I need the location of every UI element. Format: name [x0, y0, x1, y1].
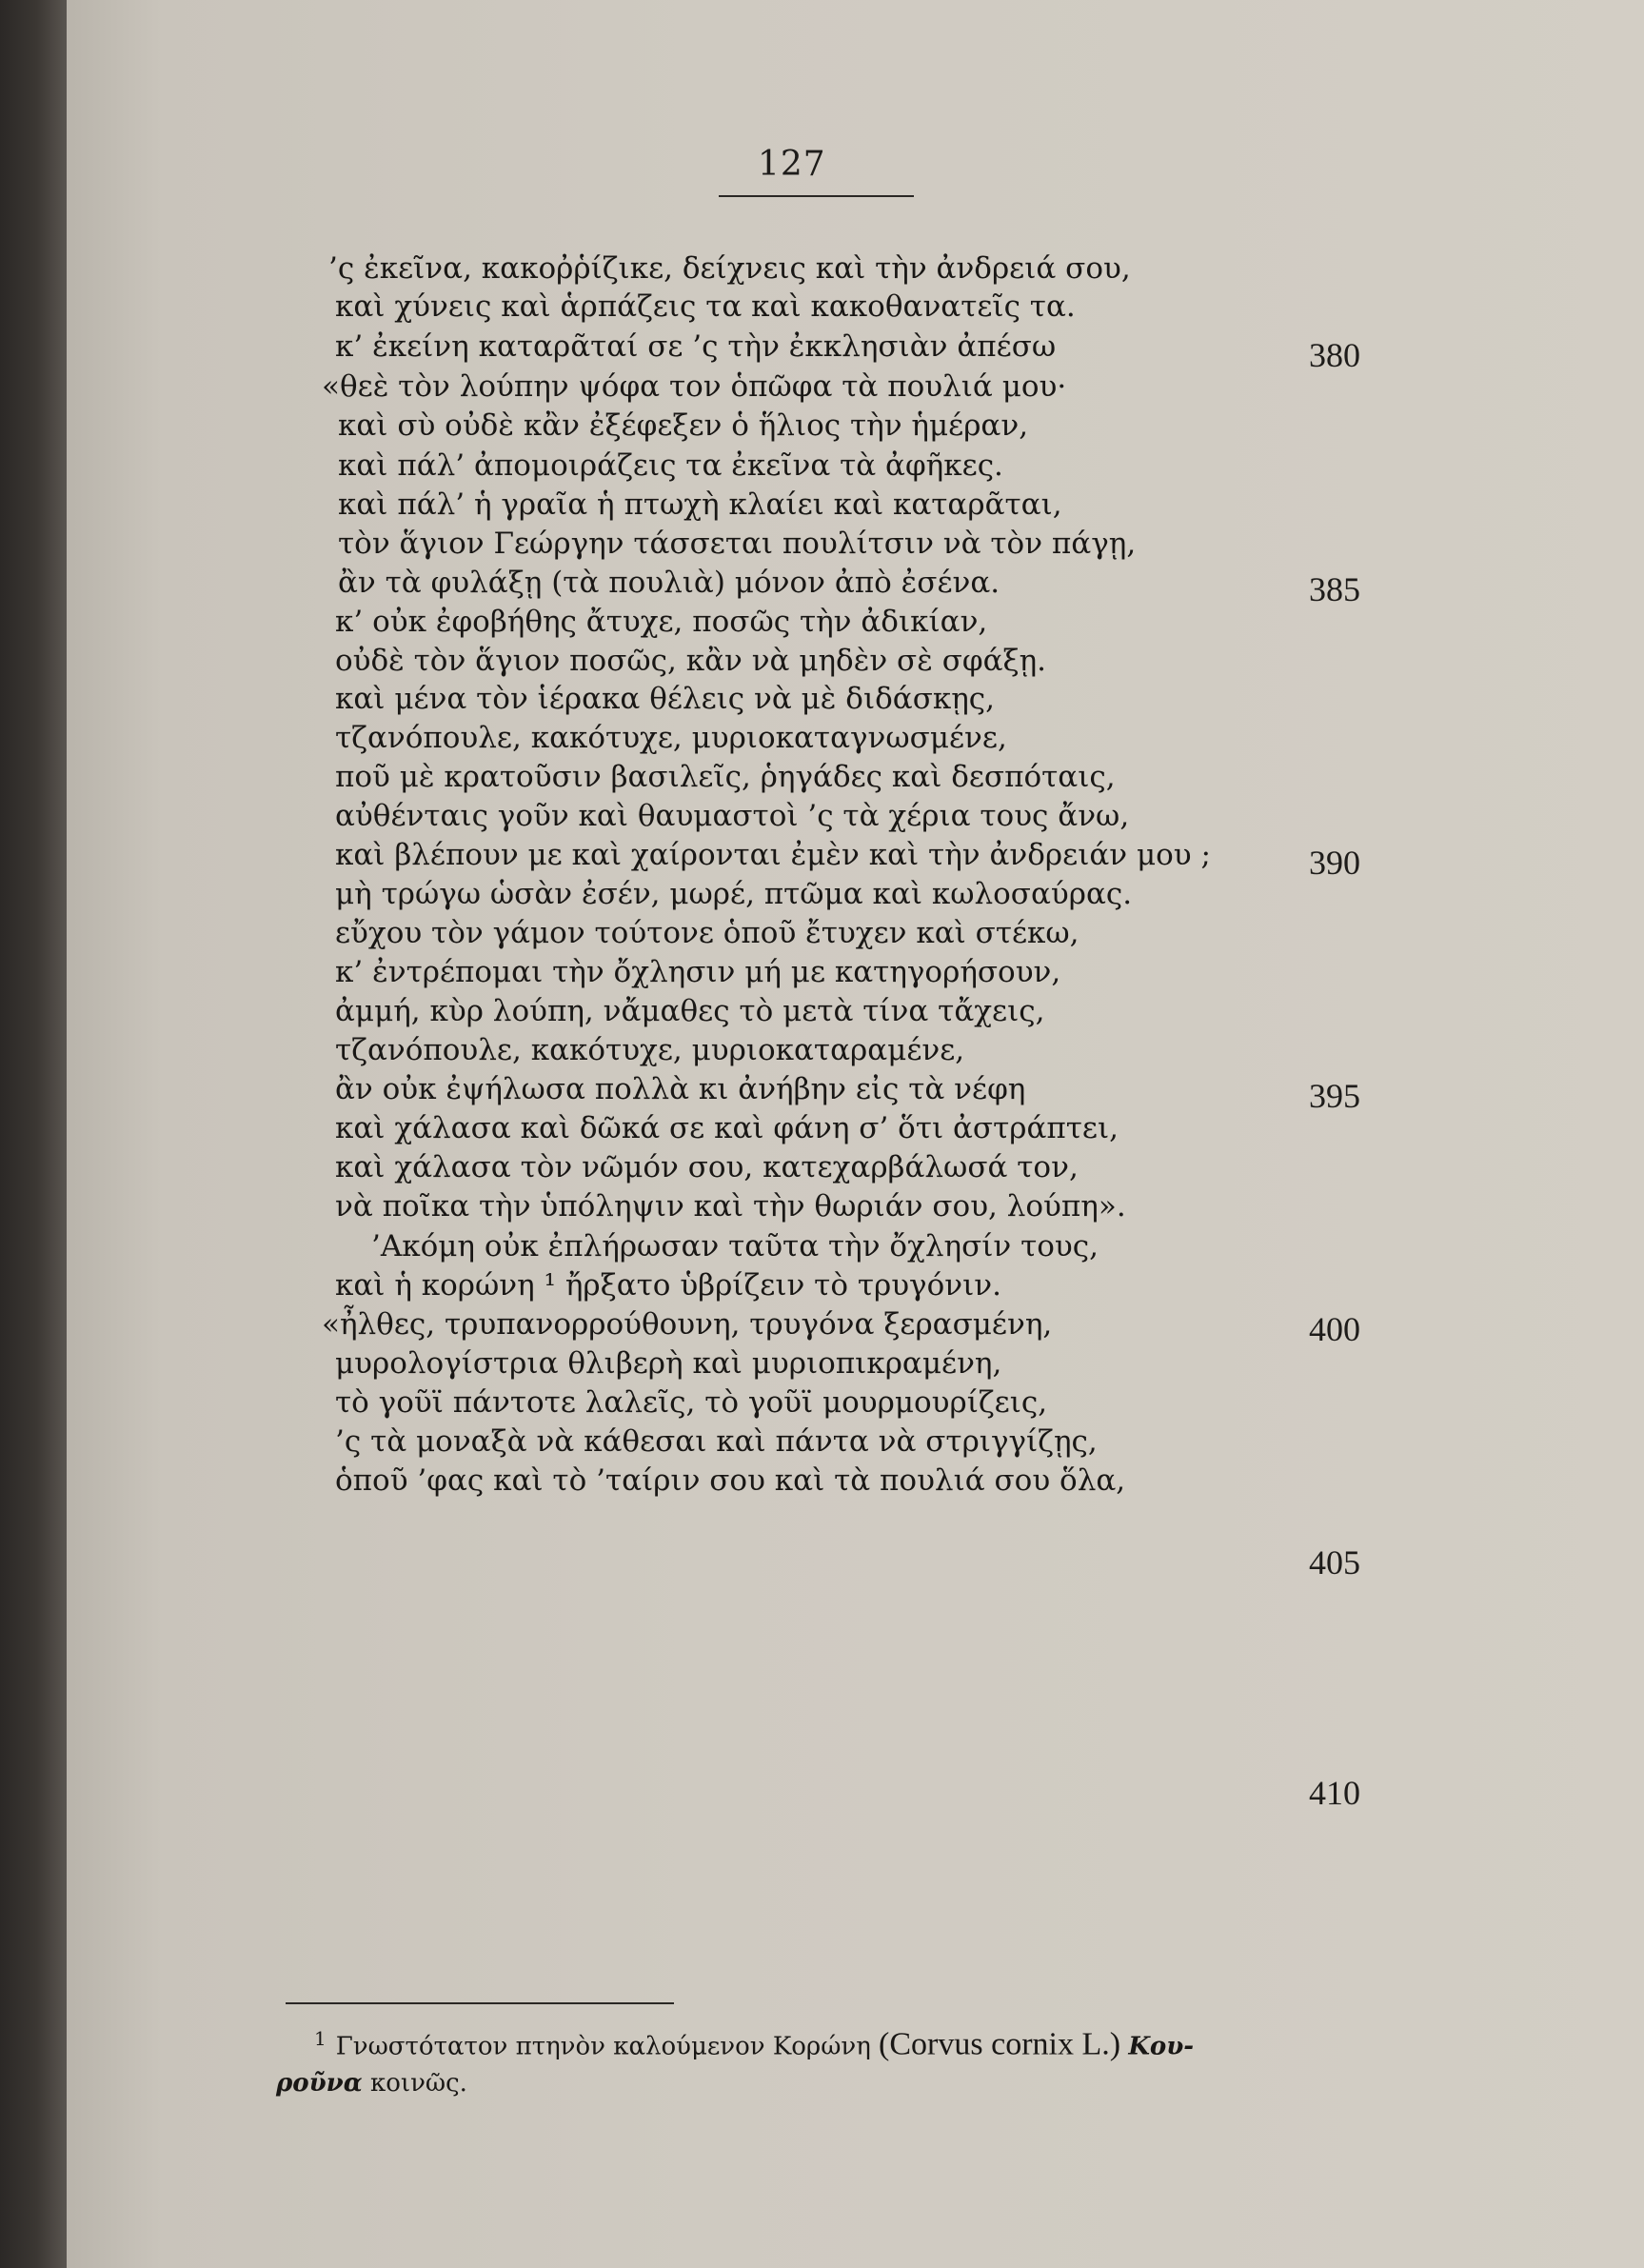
- footnote-line-2: [276, 2068, 1399, 2099]
- line-number: 400: [1309, 1310, 1360, 1348]
- verse-line: «ἦλθες, τρυπανορρούθουνη, τρυγόνα ξερασμένη,: [322, 1307, 1053, 1342]
- line-number: 405: [1309, 1543, 1360, 1582]
- verse-line: ’ς ἐκεῖνα, κακοῤῥίζικε, δείχνεις καὶ τὴν ἀνδρειά σου,: [328, 251, 1131, 286]
- line-number: 385: [1309, 570, 1360, 608]
- footnote-common-name: Κου-: [1128, 2032, 1195, 2061]
- verse-line: ἂν τὰ φυλάξῃ (τὰ πουλιὰ) μόνον ἀπὸ ἐσένα.: [338, 566, 1000, 600]
- line-number: 390: [1309, 844, 1360, 882]
- verse-line: κ’ οὐκ ἐφοβήθης ἄτυχε, ποσῶς τὴν ἀδικίαν,: [335, 605, 988, 639]
- verse-line: ’ς τὰ μοναξὰ νὰ κάθεσαι καὶ πάντα νὰ στριγγίζῃς,: [335, 1424, 1098, 1459]
- verse-line: καὶ χάλασα τὸν νῶμόν σου, κατεχαρβάλωσά τον,: [335, 1150, 1079, 1184]
- footnote-marker: 1: [314, 2027, 327, 2050]
- verse-line: καὶ μένα τὸν ἱέρακα θέλεις νὰ μὲ διδάσκῃς,: [335, 682, 996, 716]
- verse-line: τζανόπουλε, κακότυχε, μυριοκαταραμένε,: [335, 1033, 965, 1067]
- footnote-latin-name: (Corvus cornix L.): [879, 2026, 1121, 2062]
- verse-line: ἀμμή, κὺρ λούπη, νἄμαθες τὸ μετὰ τίνα τἄχεις,: [335, 994, 1045, 1028]
- verse-line: τὸν ἅγιον Γεώργην τάσσεται πουλίτσιν νὰ τὸν πάγῃ,: [338, 527, 1137, 561]
- line-number: 380: [1309, 336, 1360, 374]
- footnote-common-name-cont: ροῦνα: [276, 2069, 363, 2098]
- verse-line: καὶ πάλ’ ἡ γραῖα ἡ πτωχὴ κλαίει καὶ καταρᾶται,: [338, 487, 1062, 522]
- verse-line: καὶ ἡ κορώνη ¹ ἤρξατο ὑβρίζειν τὸ τρυγόνιν.: [335, 1268, 1001, 1303]
- header-rule: [719, 195, 914, 197]
- verse-line: κ’ ἐντρέπομαι τὴν ὄχλησιν μή με κατηγορήσουν,: [335, 955, 1061, 989]
- footnote-text-end: κοινῶς.: [370, 2069, 467, 2098]
- verse-line: τζανόπουλε, κακότυχε, μυριοκαταγνωσμένε,: [335, 721, 1007, 755]
- verse-line: εὔχου τὸν γάμον τούτονε ὁποῦ ἔτυχεν καὶ στέκω,: [335, 916, 1079, 950]
- verse-line: τὸ γοῦϊ πάντοτε λαλεῖς, τὸ γοῦϊ μουρμουρίζεις,: [335, 1385, 1048, 1420]
- verse-line: καὶ χύνεις καὶ ἁρπάζεις τα καὶ κακοθανατεῖς τα.: [335, 289, 1076, 324]
- verse-line: ἂν οὐκ ἐψήλωσα πολλὰ κι ἀνήβην εἰς τὰ νέφη: [335, 1072, 1026, 1106]
- footnote-rule: [286, 2002, 674, 2004]
- verse-line: αὐθένταις γοῦν καὶ θαυμαστοὶ ’ς τὰ χέρια τους ἄνω,: [335, 799, 1130, 833]
- verse-line: ’Ακόμη οὐκ ἐπλήρωσαν ταῦτα τὴν ὄχλησίν τους,: [371, 1229, 1099, 1263]
- footnote-text: Γνωστότατον πτηνὸν καλούμενον Κορώνη: [335, 2032, 871, 2061]
- verse-line: κ’ ἐκείνη καταρᾶταί σε ’ς τὴν ἐκκλησιὰν ἀπέσω: [335, 329, 1057, 364]
- verse-line: καὶ βλέπουν με καὶ χαίρονται ἐμὲν καὶ τὴν ἀνδρειάν μου ;: [335, 838, 1211, 872]
- verse-line: ποῦ μὲ κρατοῦσιν βασιλεῖς, ῥηγάδες καὶ δεσπόταις,: [335, 760, 1116, 794]
- verse-line: καὶ χάλασα καὶ δῶκά σε καὶ φάνη σ’ ὅτι ἀστράπτει,: [335, 1111, 1119, 1145]
- verse-line: ὁποῦ ’φας καὶ τὸ ’ταίριν σου καὶ τὰ πουλιά σου ὅλα,: [335, 1463, 1126, 1498]
- line-number: 410: [1309, 1774, 1360, 1812]
- verse-line: καὶ σὺ οὐδὲ κἂν ἐξέφεξεν ὁ ἥλιος τὴν ἡμέραν,: [338, 408, 1029, 443]
- verse-line: μυρολογίστρια θλιβερὴ καὶ μυριοπικραμένη,: [335, 1346, 1002, 1381]
- verse-line: οὐδὲ τὸν ἅγιον ποσῶς, κἂν νὰ μηδὲν σὲ σφάξῃ.: [335, 644, 1047, 678]
- verse-line: μὴ τρώγω ὡσὰν ἐσέν, μωρέ, πτῶμα καὶ κωλοσαύρας.: [335, 877, 1133, 911]
- verse-line: «θεὲ τὸν λούπην ψόφα τον ὁπῶφα τὰ πουλιά μου·: [322, 369, 1067, 404]
- scan-dark-edge: [0, 0, 67, 2268]
- footnote-line-1: [314, 2023, 1437, 2062]
- verse-line: νὰ ποῖκα τὴν ὑπόληψιν καὶ τὴν θωριάν σου, λούπη».: [335, 1189, 1126, 1224]
- verse-line: καὶ πάλ’ ἀπομοιράζεις τα ἐκεῖνα τὰ ἀφῆκες.: [338, 448, 1003, 483]
- line-number: 395: [1309, 1077, 1360, 1115]
- page-number: 127: [758, 145, 826, 184]
